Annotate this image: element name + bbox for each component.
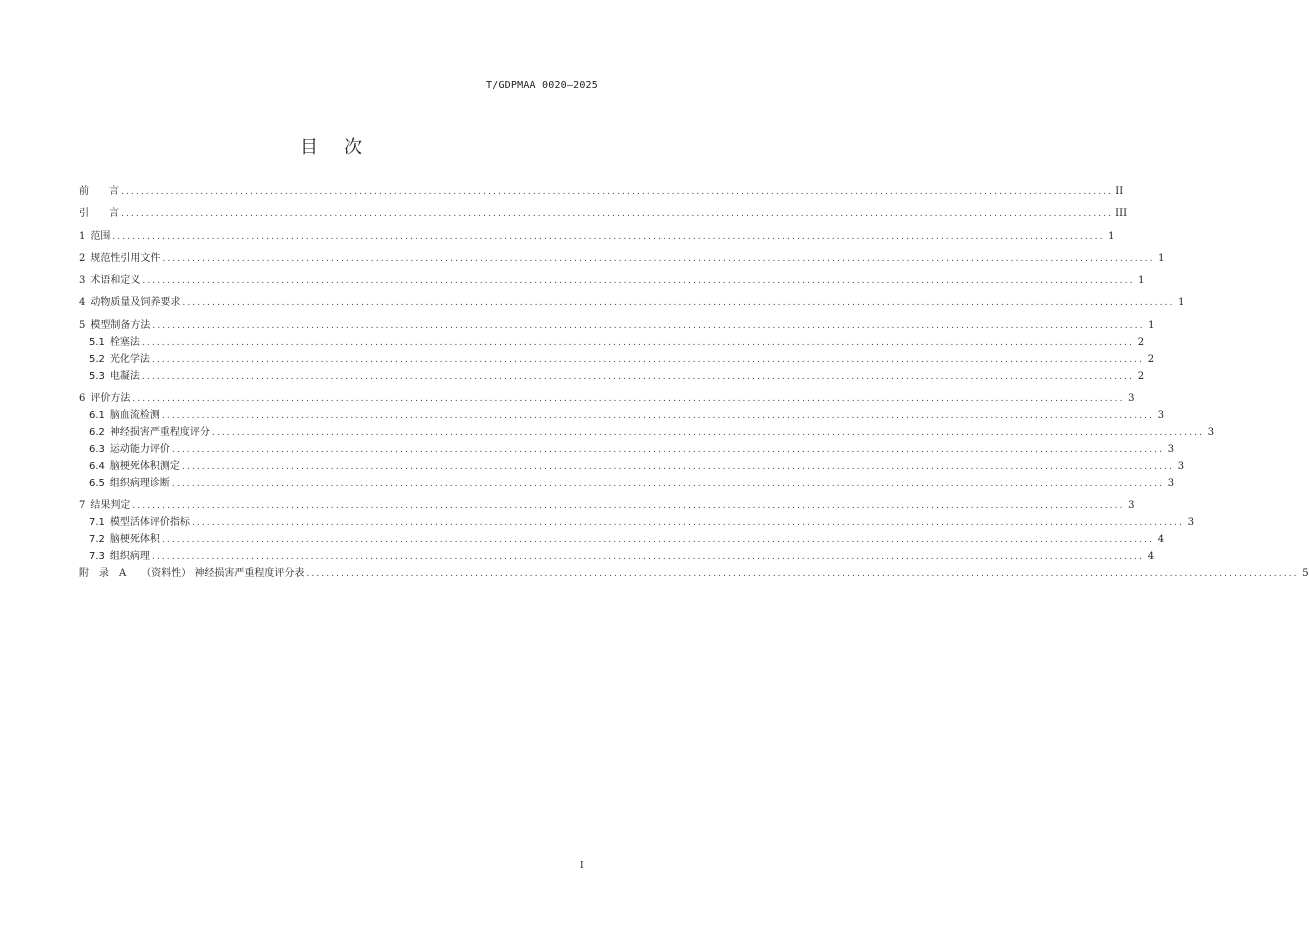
- toc-entry-page: 3: [1207, 427, 1215, 439]
- toc-dot-leader: ........................................................................................................................................................................................................: [181, 462, 1175, 473]
- toc-entry[interactable]: [79, 514, 1195, 531]
- toc-entry-page: 4: [1147, 551, 1155, 563]
- toc-entry-page: 3: [1177, 461, 1185, 473]
- toc-entry[interactable]: [79, 272, 1145, 289]
- toc-entry-page: II: [1115, 186, 1124, 197]
- toc-entry-number: 3: [79, 275, 86, 287]
- toc-entry-page: 4: [1157, 534, 1165, 546]
- toc-entry-label: 脑梗死体积: [109, 534, 160, 546]
- toc-dot-leader: ........................................................................................................................................................................................................: [161, 535, 1155, 546]
- toc-entry-page: 3: [1167, 478, 1175, 490]
- toc-entry-number: 6: [79, 393, 86, 405]
- toc-entry-label: 模型制备方法: [90, 319, 151, 331]
- footer-page-number: I: [580, 861, 584, 871]
- toc-title: 目次: [300, 137, 388, 158]
- toc-entry-page: 2: [1147, 353, 1155, 365]
- toc-dot-leader: ........................................................................................................................................................................................................: [151, 354, 1145, 365]
- toc-entry-number: 6.2: [89, 427, 105, 439]
- toc-entry-number: 5.3: [89, 370, 105, 382]
- toc-entry-number: 7.2: [89, 534, 105, 546]
- toc-dot-leader: ........................................................................................................................................................................................................: [162, 253, 1155, 264]
- toc-entry[interactable]: [79, 497, 1135, 514]
- toc-entry-number: 6.5: [89, 478, 105, 490]
- toc-entry-number: 5.1: [89, 336, 105, 348]
- toc-entry-number: 6.4: [89, 461, 105, 473]
- toc-entry[interactable]: [79, 368, 1145, 385]
- table-of-contents: [79, 183, 1309, 582]
- toc-dot-leader: ........................................................................................................................................................................................................: [161, 411, 1155, 422]
- toc-entry-page: 2: [1137, 336, 1145, 348]
- toc-dot-leader: ........................................................................................................................................................................................................: [182, 298, 1175, 309]
- toc-entry[interactable]: [79, 458, 1185, 475]
- toc-entry[interactable]: [79, 294, 1185, 311]
- toc-entry-label: 模型活体评价指标: [109, 517, 190, 529]
- toc-entry-page: 3: [1128, 393, 1135, 405]
- toc-entry-label: 结果判定: [90, 500, 131, 512]
- toc-dot-leader: ........................................................................................................................................................................................................: [121, 187, 1114, 197]
- toc-entry-page: 3: [1128, 500, 1135, 512]
- toc-entry-number: 1: [79, 230, 86, 242]
- toc-dot-leader: ........................................................................................................................................................................................................: [306, 569, 1299, 580]
- toc-entry-page: 3: [1187, 517, 1195, 529]
- toc-entry[interactable]: [79, 441, 1175, 458]
- toc-entry[interactable]: [79, 317, 1155, 334]
- toc-entry-number: 6.3: [89, 444, 105, 456]
- toc-entry-page: III: [1115, 208, 1128, 220]
- toc-entry-label: 附 录 A （资料性） 神经损害严重程度评分表: [79, 568, 305, 580]
- toc-entry-label: 范围: [90, 230, 111, 242]
- toc-dot-leader: ........................................................................................................................................................................................................: [141, 337, 1135, 348]
- toc-entry-page: 1: [1148, 319, 1155, 331]
- toc-dot-leader: ........................................................................................................................................................................................................: [121, 209, 1114, 220]
- toc-dot-leader: ........................................................................................................................................................................................................: [132, 501, 1125, 512]
- toc-dot-leader: ........................................................................................................................................................................................................: [142, 276, 1135, 287]
- toc-entry-label: 动物质量及饲养要求: [90, 297, 181, 309]
- toc-entry-page: 1: [1138, 275, 1145, 287]
- toc-dot-leader: ........................................................................................................................................................................................................: [171, 479, 1165, 490]
- toc-dot-leader: ........................................................................................................................................................................................................: [171, 445, 1165, 456]
- toc-entry-label: 脑血流检测: [109, 410, 160, 422]
- toc-entry-page: 5: [1302, 568, 1309, 580]
- toc-entry[interactable]: [79, 424, 1215, 441]
- toc-entry-label: 光化学法: [109, 353, 150, 365]
- toc-dot-leader: ........................................................................................................................................................................................................: [112, 231, 1105, 242]
- toc-entry[interactable]: [79, 183, 1124, 200]
- toc-entry-number: 7.3: [89, 551, 105, 563]
- toc-entry[interactable]: [79, 407, 1165, 424]
- toc-dot-leader: ........................................................................................................................................................................................................: [151, 552, 1145, 563]
- toc-entry[interactable]: [79, 548, 1155, 565]
- toc-entry-label: 引 言: [79, 208, 119, 220]
- toc-dot-leader: ........................................................................................................................................................................................................: [191, 518, 1185, 529]
- toc-entry-number: 4: [79, 297, 86, 309]
- toc-entry[interactable]: [79, 228, 1115, 245]
- toc-entry[interactable]: [79, 475, 1175, 492]
- toc-entry-label: 栓塞法: [109, 336, 140, 348]
- toc-entry-label: 脑梗死体积测定: [109, 461, 180, 473]
- toc-dot-leader: ........................................................................................................................................................................................................: [141, 371, 1135, 382]
- toc-entry-number: 6.1: [89, 410, 105, 422]
- toc-entry-number: 7: [79, 500, 86, 512]
- document-code: T/GDPMAA 0020—2025: [486, 80, 598, 91]
- toc-entry-number: 5: [79, 319, 86, 331]
- toc-entry-label: 组织病理诊断: [109, 478, 170, 490]
- toc-entry[interactable]: [79, 205, 1128, 222]
- toc-entry-page: 3: [1157, 410, 1165, 422]
- toc-entry-page: 1: [1108, 230, 1115, 242]
- toc-entry[interactable]: [79, 334, 1145, 351]
- toc-dot-leader: ........................................................................................................................................................................................................: [152, 320, 1145, 331]
- toc-entry-page: 2: [1137, 370, 1145, 382]
- toc-entry-number: 5.2: [89, 353, 105, 365]
- toc-entry-page: 1: [1178, 297, 1185, 309]
- toc-entry-label: 电凝法: [109, 370, 140, 382]
- toc-entry-label: 神经损害严重程度评分: [109, 427, 210, 439]
- toc-entry-number: 2: [79, 252, 86, 264]
- toc-entry-page: 3: [1167, 444, 1175, 456]
- toc-entry[interactable]: [79, 351, 1155, 368]
- toc-entry-label: 评价方法: [90, 393, 131, 405]
- toc-dot-leader: ........................................................................................................................................................................................................: [211, 428, 1205, 439]
- toc-entry[interactable]: [79, 390, 1135, 407]
- toc-entry-label: 规范性引用文件: [90, 252, 161, 264]
- toc-entry[interactable]: [79, 531, 1165, 548]
- toc-entry-label: 术语和定义: [90, 275, 141, 287]
- toc-entry-label: 运动能力评价: [109, 444, 170, 456]
- toc-dot-leader: ........................................................................................................................................................................................................: [132, 394, 1125, 405]
- toc-entry-label: 组织病理: [109, 551, 150, 563]
- toc-entry[interactable]: [79, 250, 1165, 267]
- toc-entry-label: 前 言: [79, 186, 119, 197]
- toc-entry[interactable]: [79, 565, 1309, 582]
- toc-entry-number: 7.1: [89, 517, 105, 529]
- toc-entry-page: 1: [1158, 252, 1165, 264]
